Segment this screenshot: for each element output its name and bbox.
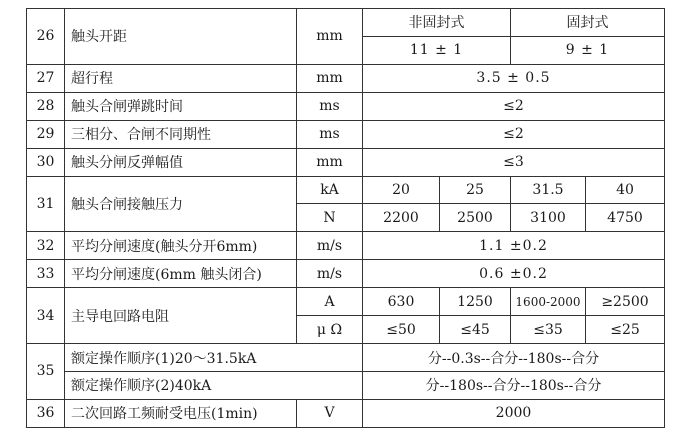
table-row: [27, 232, 665, 260]
unit-cell: mm: [297, 64, 363, 92]
unit-cell: V: [297, 399, 363, 427]
unit-cell: mm: [297, 9, 363, 65]
table-row: [27, 399, 665, 427]
value-cell: 31.5: [511, 176, 586, 204]
item-name: 二次回路工频耐受电压(1min): [65, 399, 297, 427]
value-cell: 20: [363, 176, 440, 204]
item-name: 触头分闸反弹幅值: [65, 148, 297, 176]
value-cell: ≤2: [363, 120, 665, 148]
table-row: [27, 120, 665, 148]
value-cell: 1.1 ±0.2: [363, 232, 665, 260]
spec-table: [26, 8, 665, 428]
item-name: 额定操作顺序(2)40kA: [65, 371, 363, 399]
table-row: [27, 288, 665, 316]
table-row: [27, 148, 665, 176]
unit-cell: m/s: [297, 232, 363, 260]
value-cell: 11 ± 1: [363, 36, 511, 64]
row-number: 30: [27, 148, 65, 176]
row-number: 31: [27, 176, 65, 232]
value-cell: ≤35: [511, 316, 586, 344]
row-number: 29: [27, 120, 65, 148]
value-cell: ≤45: [440, 316, 511, 344]
table-row: [27, 9, 665, 37]
value-cell: ≤3: [363, 148, 665, 176]
table-row: [27, 260, 665, 288]
value-cell: 4750: [586, 204, 665, 232]
row-number: 27: [27, 64, 65, 92]
table-row: [27, 176, 665, 204]
item-name: 主导电回路电阻: [65, 288, 297, 344]
unit-cell: kA: [297, 176, 363, 204]
value-cell: 2000: [363, 399, 665, 427]
value-cell: 40: [586, 176, 665, 204]
value-cell: 2500: [440, 204, 511, 232]
value-cell: 3.5 ± 0.5: [363, 64, 665, 92]
value-cell: ≤25: [586, 316, 665, 344]
value-cell: 2200: [363, 204, 440, 232]
table-row: [27, 64, 665, 92]
item-name: 三相分、合闸不同期性: [65, 120, 297, 148]
value-cell: ≥2500: [586, 288, 665, 316]
row-number: 33: [27, 260, 65, 288]
unit-cell: m/s: [297, 260, 363, 288]
unit-cell: μ Ω: [297, 316, 363, 344]
unit-cell: mm: [297, 148, 363, 176]
value-cell: 分--0.3s--合分--180s--合分: [363, 344, 665, 372]
item-name: 触头合闸弹跳时间: [65, 92, 297, 120]
value-cell: ≤50: [363, 316, 440, 344]
value-cell: 25: [440, 176, 511, 204]
unit-cell: N: [297, 204, 363, 232]
value-cell: 630: [363, 288, 440, 316]
row-number: 26: [27, 9, 65, 65]
unit-cell: A: [297, 288, 363, 316]
value-cell: 1250: [440, 288, 511, 316]
unit-cell: ms: [297, 92, 363, 120]
row-number: 28: [27, 92, 65, 120]
header-sealed: 固封式: [511, 9, 665, 37]
header-non-sealed: 非固封式: [363, 9, 511, 37]
value-cell: 1600-2000: [511, 288, 586, 316]
table-row: [27, 92, 665, 120]
row-number: 36: [27, 399, 65, 427]
table-row: [27, 371, 665, 399]
value-cell: 3100: [511, 204, 586, 232]
value-cell: ≤2: [363, 92, 665, 120]
value-cell: 9 ± 1: [511, 36, 665, 64]
item-name: 触头合闸接触压力: [65, 176, 297, 232]
value-cell: 分--180s--合分--180s--合分: [363, 371, 665, 399]
row-number: 35: [27, 344, 65, 400]
value-cell: 0.6 ±0.2: [363, 260, 665, 288]
item-name: 平均分闸速度(6mm 触头闭合): [65, 260, 297, 288]
table-row: [27, 344, 665, 372]
item-name: 额定操作顺序(1)20～31.5kA: [65, 344, 363, 372]
row-number: 34: [27, 288, 65, 344]
row-number: 32: [27, 232, 65, 260]
item-name: 平均分闸速度(触头分开6mm): [65, 232, 297, 260]
unit-cell: ms: [297, 120, 363, 148]
item-name: 触头开距: [65, 9, 297, 65]
item-name: 超行程: [65, 64, 297, 92]
